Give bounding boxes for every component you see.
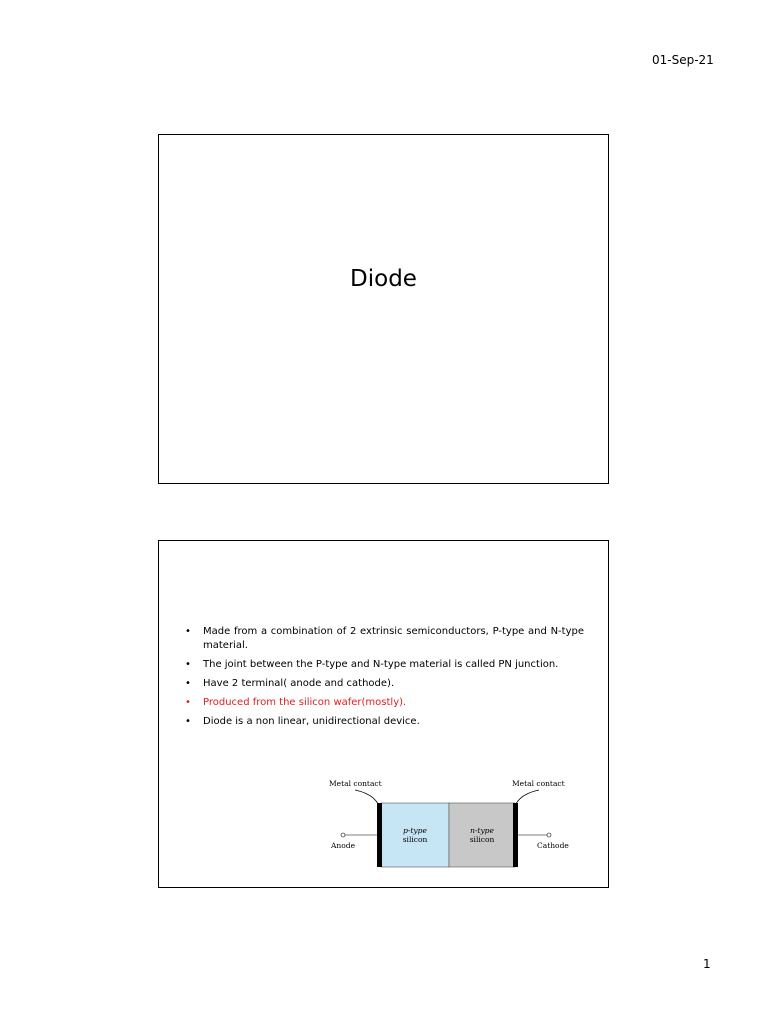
bullet-glyph: •	[185, 716, 191, 727]
bullet-item	[182, 658, 584, 672]
bullet-glyph: •	[185, 697, 191, 708]
anode-label: Anode	[331, 841, 356, 850]
metal-contact-right-label: Metal contact	[512, 779, 565, 788]
slide-content-slide	[158, 540, 609, 888]
bullet-glyph: •	[185, 626, 191, 637]
cathode-label: Cathode	[537, 841, 569, 850]
bullet-item	[182, 677, 584, 691]
slide-title-slide	[158, 134, 609, 484]
anode-terminal	[341, 833, 345, 837]
diode-structure-diagram	[327, 775, 577, 875]
bullet-item	[182, 625, 584, 653]
slide-title: Diode	[350, 266, 417, 292]
bullet-item-highlighted	[182, 696, 584, 710]
bullet-text: Made from a combination of 2 extrinsic semiconductors, P-type and N-type material.	[203, 626, 584, 651]
bullet-text: Diode is a non linear, unidirectional device.	[203, 716, 420, 727]
bullet-text: Produced from the silicon wafer(mostly).	[203, 697, 407, 708]
cathode-terminal	[547, 833, 551, 837]
bullet-item	[182, 715, 584, 729]
p-type-label: p-type	[403, 826, 427, 835]
bullet-text: Have 2 terminal( anode and cathode).	[203, 678, 395, 689]
date-header: 01-Sep-21	[652, 53, 714, 67]
metal-contact-left	[377, 803, 382, 867]
metal-contact-left-label: Metal contact	[329, 779, 382, 788]
bullet-text: The joint between the P-type and N-type material is called PN junction.	[203, 659, 559, 670]
n-silicon-label: silicon	[469, 835, 495, 844]
page-number: 1	[703, 957, 711, 971]
metal-contact-right	[513, 803, 518, 867]
bullet-list	[182, 625, 584, 734]
bullet-glyph: •	[185, 678, 191, 689]
n-type-label: n-type	[470, 826, 494, 835]
bullet-glyph: •	[185, 659, 191, 670]
p-silicon-label: silicon	[402, 835, 428, 844]
